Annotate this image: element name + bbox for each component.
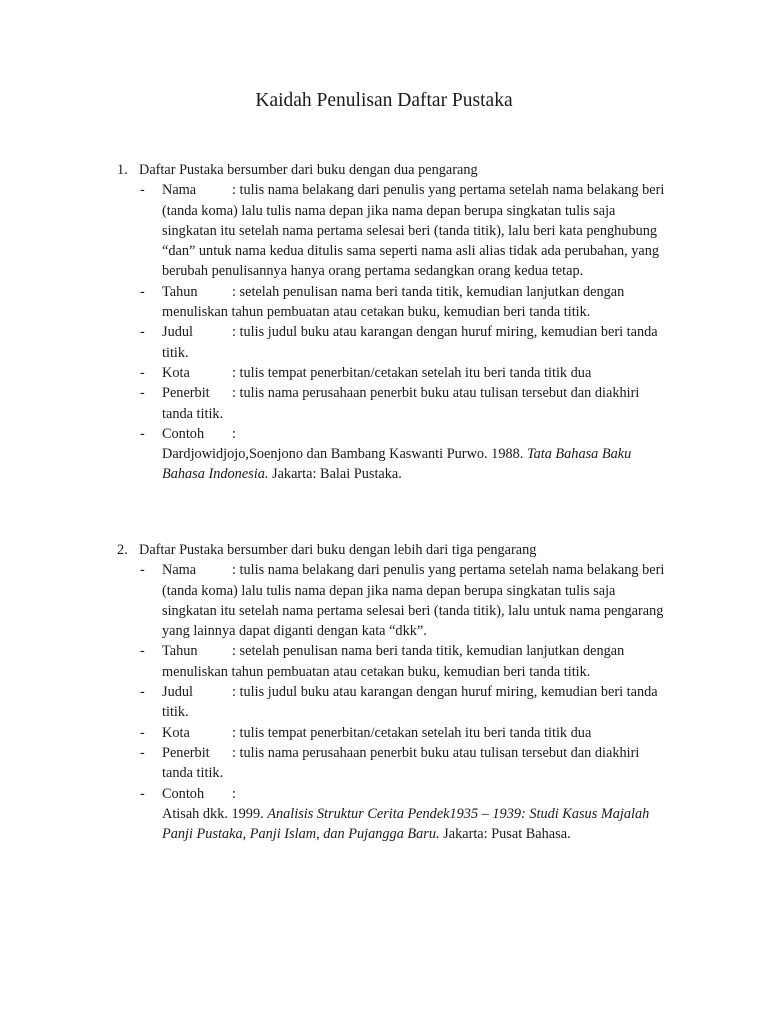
rule-list xyxy=(0,180,768,484)
section-heading xyxy=(0,160,768,180)
rule-text: : tulis judul buku atau karangan dengan huruf miring, kemudian beri tanda titik. xyxy=(162,324,658,361)
citation-publisher: Jakarta: Balai Pustaka. xyxy=(268,466,402,483)
rule-text: : tulis tempat penerbitan/cetakan setelah itu beri tanda titik dua xyxy=(232,364,592,381)
rule-text: : tulis judul buku atau karangan dengan huruf miring, kemudian beri tanda titik. xyxy=(162,684,658,721)
page-title: Kaidah Penulisan Daftar Pustaka xyxy=(255,90,513,111)
section-two-authors xyxy=(0,160,768,485)
rule-label: Nama xyxy=(162,562,197,579)
rule-text: : xyxy=(232,425,236,442)
rule-text: : tulis nama belakang dari penulis yang pertama setelah nama belakang beri (tanda koma) lalu tulis nama depan jika nama depan berupa singkatan tulis saja singkatan itu setelah nama pertama selesai beri (tanda titik), lalu beri kata penghubung “dan” untuk nama kedua ditulis sama seperti nama asli alias tidak ada perubahan, yang berubah penulisannya hanya orang pertama sedangkan orang kedua tetap. xyxy=(162,182,665,280)
rule-label: Tahun xyxy=(162,643,198,660)
rule-text: : setelah penulisan nama beri tanda titik, kemudian lanjutkan dengan menuliskan tahun pembuatan atau cetakan buku, kemudian beri tanda titik. xyxy=(162,283,625,321)
rule-label: Penerbit xyxy=(162,744,210,761)
section-number: 1. xyxy=(117,162,128,178)
rule-label: Nama xyxy=(162,182,197,199)
citation-author-year: Dardjowidjojo,Soenjono dan Bambang Kaswanti Purwo. 1988. xyxy=(162,446,527,463)
rule-item-tahun: - Tahun : setelah penulisan nama beri tanda titik, kemudian lanjutkan dengan menuliskan tahun pembuatan atau cetakan buku, kemudian beri tanda titik. xyxy=(140,283,625,321)
rule-label: Kota xyxy=(162,364,190,381)
rule-label: Penerbit xyxy=(162,385,210,402)
section-heading xyxy=(0,540,768,560)
citation-book-title: Tata Bahasa Baku Bahasa Indonesia. xyxy=(162,446,632,483)
rule-text: : tulis nama belakang dari penulis yang pertama setelah nama belakang beri (tanda koma) lalu tulis nama depan jika nama depan berupa singkatan tulis saja singkatan itu setelah nama pertama selesai beri (tanda titik), lalu untuk nama pengarang yang lainnya dapat diganti dengan kata “dkk”. xyxy=(162,562,665,640)
rule-label: Judul xyxy=(162,324,193,341)
rule-item-kota: - Kota : tulis tempat penerbitan/cetakan setelah itu beri tanda titik dua xyxy=(0,723,670,743)
rule-item-penerbit: - Penerbit : tulis nama perusahaan penerbit buku atau tulisan tersebut dan diakhiri tanda titik. xyxy=(140,385,640,422)
rule-item-judul: - Judul : tulis judul buku atau karangan dengan huruf miring, kemudian beri tanda titik. xyxy=(140,684,658,721)
rule-text: : setelah penulisan nama beri tanda titik, kemudian lanjutkan dengan menuliskan tahun pembuatan atau cetakan buku, kemudian beri tanda titik. xyxy=(162,643,625,680)
section-title: Daftar Pustaka bersumber dari buku dengan dua pengarang xyxy=(139,162,478,178)
rule-text: : xyxy=(232,785,236,802)
rule-list xyxy=(0,560,768,844)
rule-item-nama: - Nama : tulis nama belakang dari penulis yang pertama setelah nama belakang beri (tanda koma) lalu tulis nama depan jika nama depan berupa singkatan tulis saja singkatan itu setelah nama pertama selesai beri (tanda titik), lalu beri kata penghubung “dan” untuk nama kedua ditulis sama seperti nama asli alias tidak ada perubahan, yang berubah penulisannya hanya orang pertama sedangkan orang kedua tetap. xyxy=(140,182,665,280)
rule-item-tahun: - Tahun : setelah penulisan nama beri tanda titik, kemudian lanjutkan dengan menuliskan tahun pembuatan atau cetakan buku, kemudian beri tanda titik. xyxy=(140,643,625,680)
rule-item-contoh: - Contoh : xyxy=(0,424,670,444)
example-citation xyxy=(0,444,670,485)
section-title: Daftar Pustaka bersumber dari buku dengan lebih dari tiga pengarang xyxy=(139,542,537,558)
section-many-authors xyxy=(0,540,768,844)
rule-item-nama: - Nama : tulis nama belakang dari penulis yang pertama setelah nama belakang beri (tanda koma) lalu tulis nama depan jika nama depan berupa singkatan tulis saja singkatan itu setelah nama pertama selesai beri (tanda titik), lalu untuk nama pengarang yang lainnya dapat diganti dengan kata “dkk”. xyxy=(140,562,665,640)
rule-item-kota: - Kota : tulis tempat penerbitan/cetakan setelah itu beri tanda titik dua xyxy=(0,363,670,383)
rule-label: Kota xyxy=(162,724,190,741)
rule-label: Contoh xyxy=(162,785,205,802)
citation-book-title: Analisis Struktur Cerita Pendek1935 – 1939: Studi Kasus Majalah Panji Pustaka, Panji Islam, dan Pujangga Baru. xyxy=(162,805,650,843)
section-number: 2. xyxy=(117,542,128,558)
rule-text: : tulis tempat penerbitan/cetakan setelah itu beri tanda titik dua xyxy=(232,724,592,741)
rule-text: : tulis nama perusahaan penerbit buku atau tulisan tersebut dan diakhiri tanda titik. xyxy=(162,385,640,422)
rule-text: : tulis nama perusahaan penerbit buku atau tulisan tersebut dan diakhiri tanda titik. xyxy=(162,744,640,782)
rule-label: Judul xyxy=(162,684,193,701)
rule-label: Contoh xyxy=(162,425,205,442)
example-citation xyxy=(0,804,670,845)
rule-item-contoh: - Contoh : xyxy=(0,784,670,804)
rule-label: Tahun xyxy=(162,283,198,300)
rule-item-penerbit: - Penerbit : tulis nama perusahaan penerbit buku atau tulisan tersebut dan diakhiri tanda titik. xyxy=(140,744,640,782)
citation-author-year: Atisah dkk. 1999. xyxy=(162,805,268,822)
rule-item-judul: - Judul : tulis judul buku atau karangan dengan huruf miring, kemudian beri tanda titik. xyxy=(140,324,658,361)
citation-publisher: Jakarta: Pusat Bahasa. xyxy=(439,826,571,843)
